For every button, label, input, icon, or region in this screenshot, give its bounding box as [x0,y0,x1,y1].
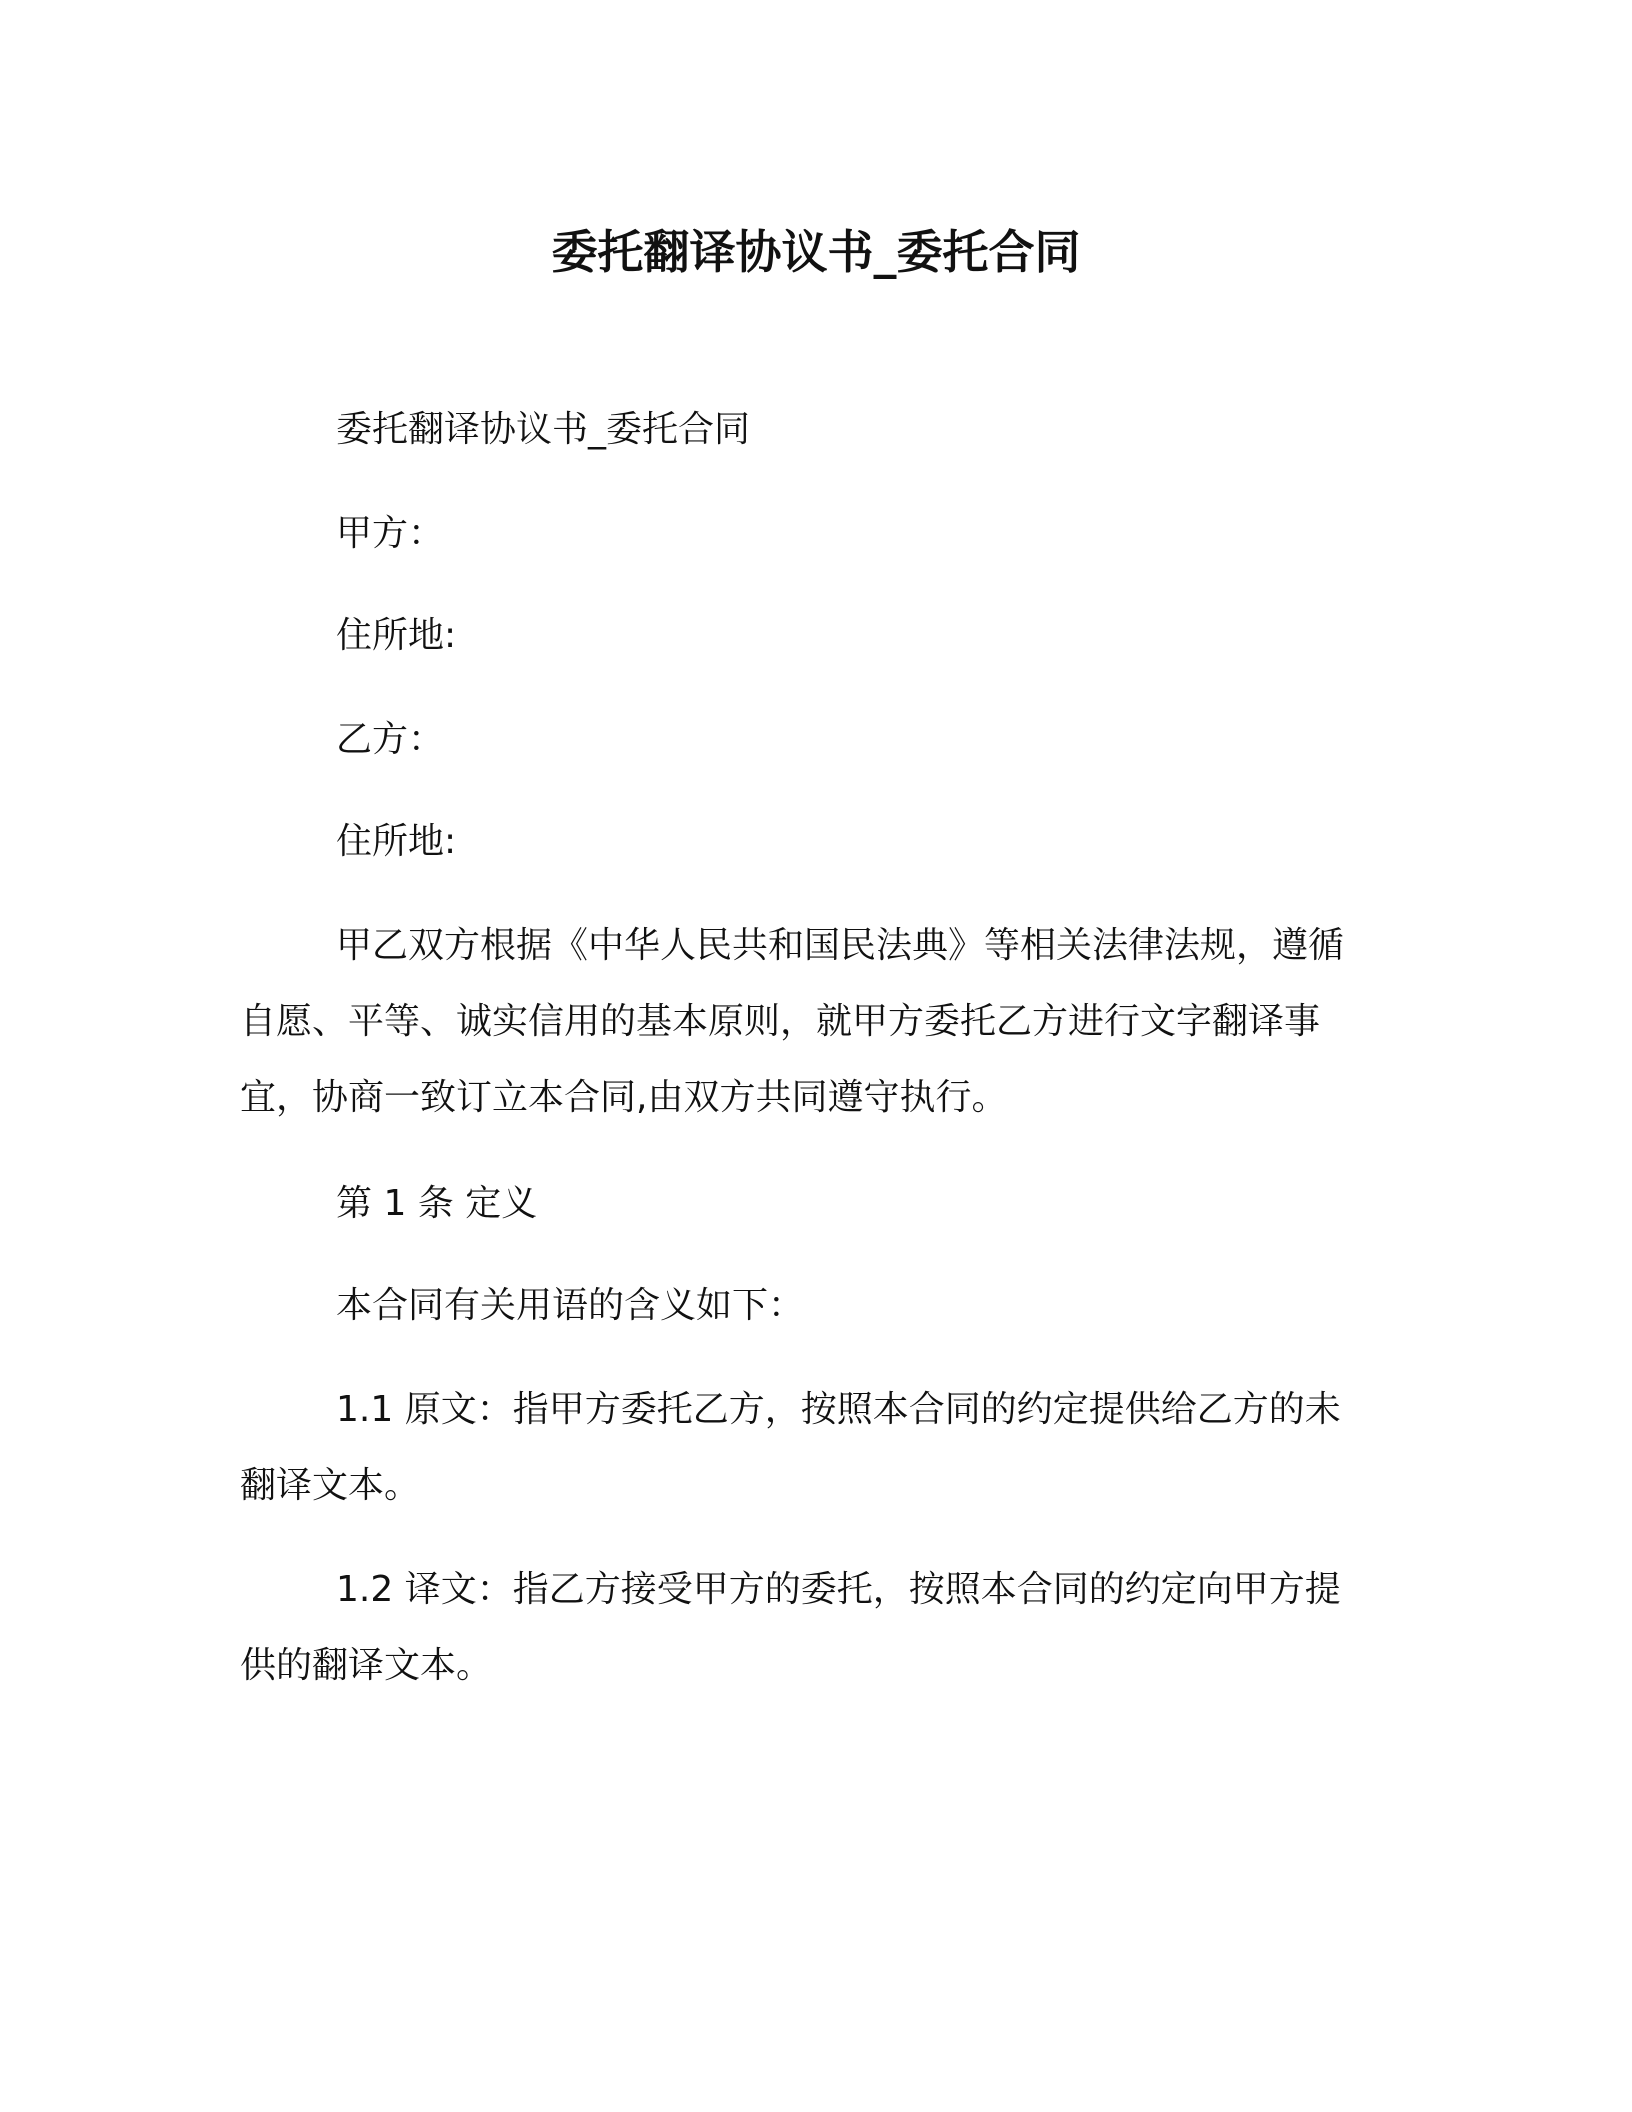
paragraph-subtitle: 委托翻译协议书_委托合同 [336,409,751,450]
paragraph-preamble: 甲乙双方根据《中华人民共和国民法典》等相关法律法规，遵循自愿、平等、诚实信用的基本原则，就甲方委托乙方进行文字翻译事宜，协商一致订立本合同,由双方共同遵守执行。 [240,925,1345,1118]
document-title: 委托翻译协议书_委托合同 [551,225,1081,279]
paragraph-definition-1-1: 1.1 原文：指甲方委托乙方，按照本合同的约定提供给乙方的未翻译文本。 [240,1389,1341,1506]
paragraph-definitions-intro: 本合同有关用语的含义如下： [336,1285,805,1326]
paragraph-article-1-heading: 第 1 条 定义 [336,1183,538,1224]
paragraph-party-b: 乙方： [336,719,445,760]
paragraph-party-b-address: 住所地: [336,821,457,862]
paragraph-party-a: 甲方： [336,513,445,554]
paragraph-definition-1-2: 1.2 译文：指乙方接受甲方的委托，按照本合同的约定向甲方提供的翻译文本。 [240,1569,1341,1686]
paragraph-party-a-address: 住所地: [336,615,457,656]
